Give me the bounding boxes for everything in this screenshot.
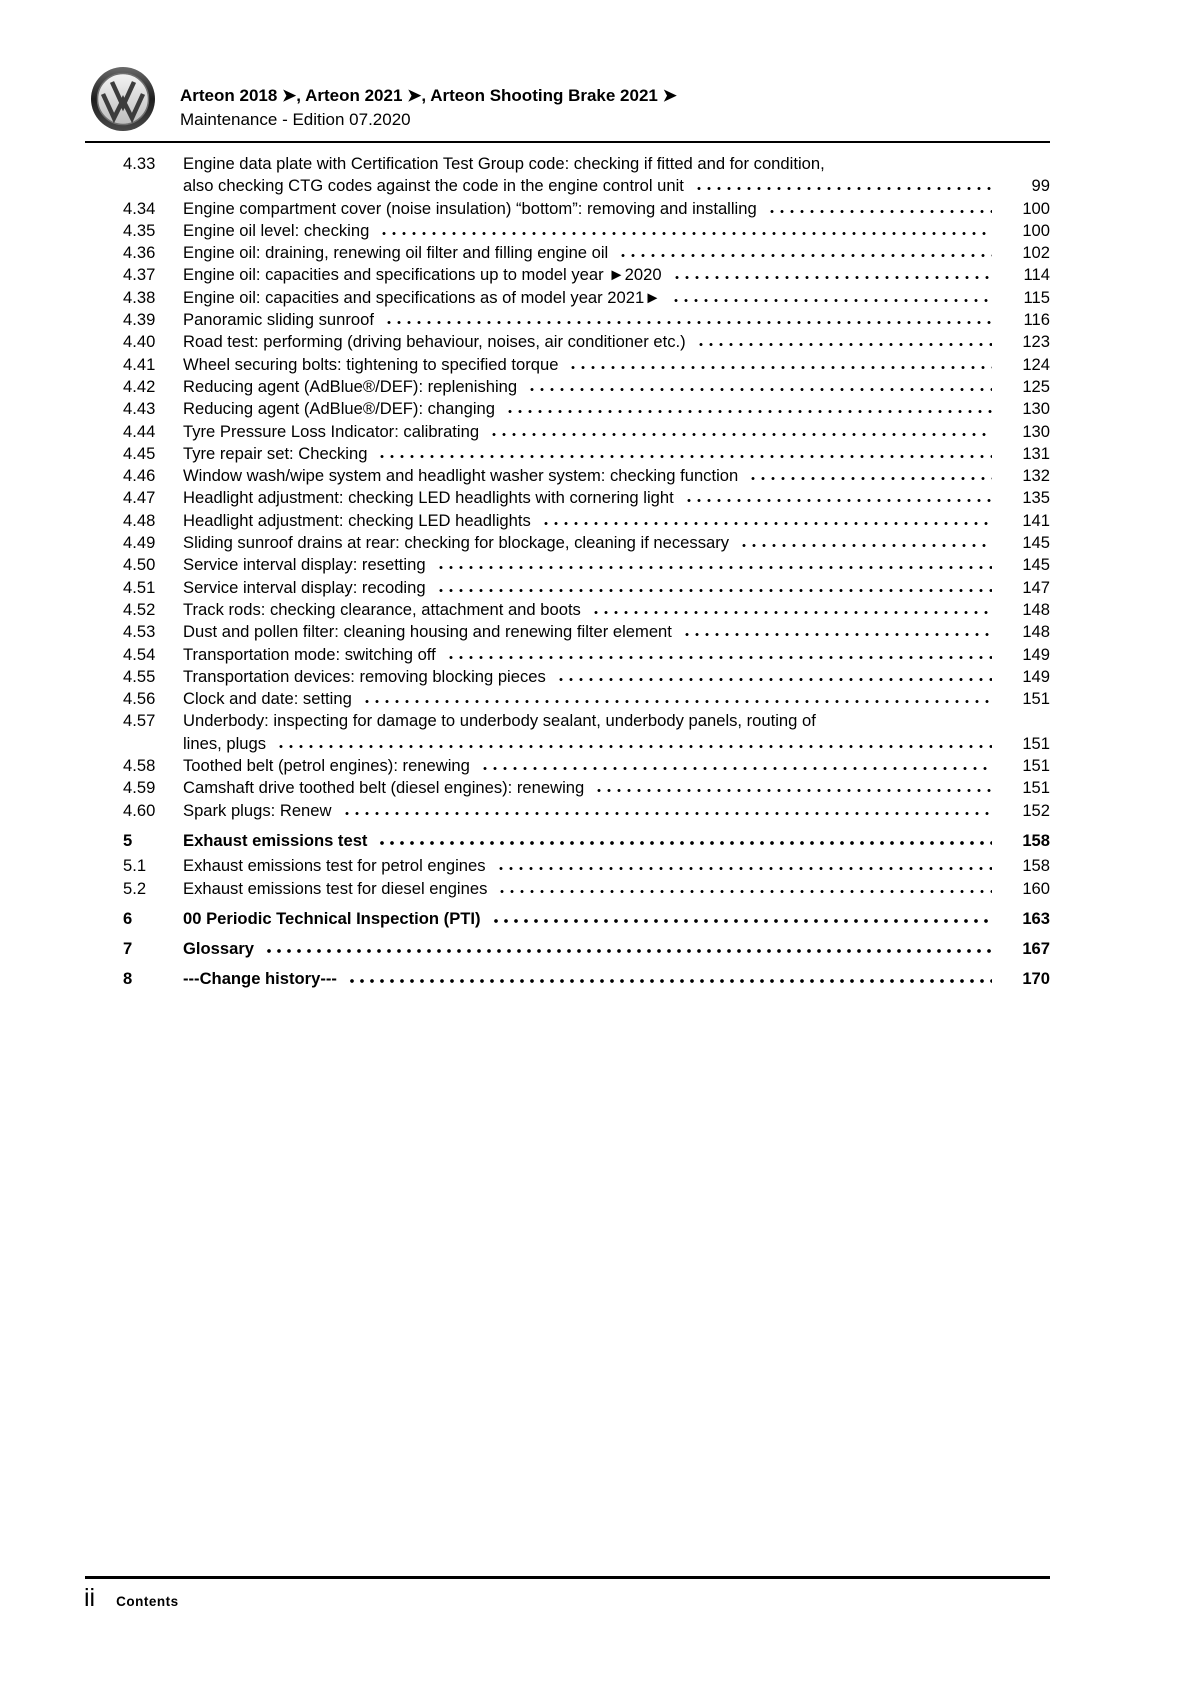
toc-row-title: Engine oil: capacities and specifications up to model year ►2020 [183, 265, 662, 285]
toc-row-title: Wheel securing bolts: tightening to specified torque [183, 354, 559, 374]
toc-row-page: 130 [1022, 399, 1050, 419]
toc-row [123, 777, 1050, 799]
toc-row-page: 149 [1022, 644, 1050, 664]
toc-row-number: 4.38 [123, 287, 156, 307]
toc-row-content [183, 855, 1050, 877]
dot-leader [480, 757, 992, 771]
toc-row-content [183, 621, 1050, 643]
dot-leader [739, 534, 992, 548]
toc-row-title: Road test: performing (driving behaviour, noises, air conditioner etc.) [183, 332, 686, 352]
toc-row-number: 4.52 [123, 599, 156, 619]
toc-row-page: 148 [1022, 622, 1050, 642]
toc-row-number: 7 [123, 939, 133, 959]
toc-row [123, 510, 1050, 532]
toc-row-title: Headlight adjustment: checking LED headlights with cornering light [183, 488, 674, 508]
toc-row-number: 4.33 [123, 154, 156, 173]
dot-leader [377, 832, 992, 846]
toc-row [123, 621, 1050, 643]
toc-row-page: 132 [1022, 466, 1050, 486]
toc-row-number: 8 [123, 969, 133, 989]
toc-row-number: 4.59 [123, 778, 156, 798]
toc-row [123, 309, 1050, 331]
toc-row [123, 198, 1050, 220]
dot-leader [591, 601, 992, 615]
dot-leader [541, 512, 992, 526]
toc-row-page: 151 [1022, 733, 1050, 753]
toc-row-page: 130 [1022, 421, 1050, 441]
toc-row-content [183, 666, 1050, 688]
toc-row-number: 4.42 [123, 376, 156, 396]
toc-row-number: 4.58 [123, 756, 156, 776]
toc-row-content [183, 878, 1050, 900]
toc-row-title: Exhaust emissions test [183, 830, 368, 850]
toc-row [123, 376, 1050, 398]
toc-row [123, 800, 1050, 822]
dot-leader [671, 289, 992, 303]
toc-row-title: Reducing agent (AdBlue®/DEF): replenishing [183, 376, 518, 396]
toc-row-number: 4.40 [123, 332, 156, 352]
toc-row-title: Panoramic sliding sunroof [183, 310, 374, 330]
header-subtitle: Maintenance - Edition 07.2020 [180, 110, 411, 129]
toc-row-page: 114 [1023, 265, 1050, 285]
toc-row-page: 123 [1022, 332, 1050, 352]
toc-row-content [183, 830, 1050, 852]
toc-row-content [183, 510, 1050, 532]
page-folio: ii [84, 1584, 96, 1612]
toc-row-number: 4.45 [123, 443, 156, 463]
dot-leader [347, 970, 992, 984]
toc-row-page: 124 [1022, 354, 1050, 374]
toc-row-title: lines, plugs [183, 733, 267, 753]
toc-row-content [183, 153, 1050, 198]
toc-row-content [183, 577, 1050, 599]
toc-row-content [183, 800, 1050, 822]
dot-leader [672, 266, 992, 280]
dot-leader [556, 668, 992, 682]
toc-row [123, 830, 1050, 852]
toc-row [123, 599, 1050, 621]
toc-row [123, 908, 1050, 930]
toc-row-number: 4.43 [123, 399, 156, 419]
dot-leader [379, 222, 992, 236]
toc-row-title: Sliding sunroof drains at rear: checking for blockage, cleaning if necessary [183, 533, 730, 553]
toc-row-title: Transportation mode: switching off [183, 644, 436, 664]
toc-row-page: 149 [1022, 666, 1050, 686]
toc-row [123, 287, 1050, 309]
toc-row-title: Reducing agent (AdBlue®/DEF): changing [183, 399, 496, 419]
toc-row [123, 331, 1050, 353]
toc-row-number: 4.49 [123, 533, 156, 553]
toc-row-content [183, 287, 1050, 309]
toc-row-content [183, 354, 1050, 376]
toc-row [123, 688, 1050, 710]
dot-leader [496, 857, 992, 871]
toc-row [123, 242, 1050, 264]
toc-row-title: Engine oil: draining, renewing oil filter and filling engine oil [183, 243, 609, 263]
toc-row-page: 100 [1022, 198, 1050, 218]
toc-row [123, 264, 1050, 286]
dot-leader [696, 333, 992, 347]
toc-row [123, 465, 1050, 487]
toc-row-content [183, 421, 1050, 443]
toc-row-content [183, 376, 1050, 398]
toc-row-title: Engine oil level: checking [183, 220, 370, 240]
toc-row-page: 151 [1022, 689, 1050, 709]
toc-row-page: 131 [1022, 443, 1050, 463]
toc-row-content [183, 710, 1050, 755]
toc-row-title: Exhaust emissions test for diesel engines [183, 878, 488, 898]
vw-logo-icon [90, 66, 156, 132]
toc-row [123, 398, 1050, 420]
toc-row-page: 160 [1022, 878, 1050, 898]
toc-row-page: 99 [1031, 176, 1050, 196]
dot-leader [264, 940, 992, 954]
toc-row-title: Transportation devices: removing blocking pieces [183, 666, 546, 686]
toc-row [123, 443, 1050, 465]
toc-row [123, 755, 1050, 777]
toc-row-number: 6 [123, 908, 133, 928]
toc-row-page: 151 [1022, 778, 1050, 798]
toc-row-content [183, 465, 1050, 487]
toc-row-number: 4.35 [123, 220, 156, 240]
toc-row [123, 153, 1050, 198]
toc-row-title: Window wash/wipe system and headlight washer system: checking function [183, 466, 739, 486]
toc-row [123, 554, 1050, 576]
page-header [90, 66, 677, 132]
toc-row-title: Engine compartment cover (noise insulation) “bottom”: removing and installing [183, 198, 757, 218]
toc-row [123, 354, 1050, 376]
toc-row-content [183, 532, 1050, 554]
dot-leader [694, 177, 992, 191]
toc-row-content [183, 938, 1050, 960]
toc-row-content [183, 688, 1050, 710]
toc-row-number: 4.39 [123, 310, 156, 330]
toc-row-content [183, 599, 1050, 621]
toc-row-content [183, 331, 1050, 353]
toc-row-title: Underbody: inspecting for damage to underbody sealant, underbody panels, routing of [183, 711, 816, 731]
dot-leader [342, 802, 992, 816]
toc-row-title: also checking CTG codes against the code in the engine control unit [183, 176, 684, 196]
toc-row [123, 644, 1050, 666]
toc-row-title: ---Change history--- [183, 969, 337, 989]
toc-row-page: 145 [1022, 555, 1050, 575]
toc-row-title: Tyre Pressure Loss Indicator: calibrating [183, 421, 480, 441]
toc-row [123, 938, 1050, 960]
toc-row-number: 4.48 [123, 510, 156, 530]
toc-row [123, 710, 1050, 755]
dot-leader [682, 623, 992, 637]
dot-leader [748, 467, 992, 481]
toc-row-title: Engine oil: capacities and specifications as of model year 2021► [183, 287, 661, 307]
toc-row-title: Exhaust emissions test for petrol engines [183, 856, 486, 876]
dot-leader [505, 400, 992, 414]
toc-row-content [183, 443, 1050, 465]
toc-row-page: 115 [1023, 287, 1050, 307]
header-model-line: Arteon 2018 ➤, Arteon 2021 ➤, Arteon Shooting Brake 2021 ➤ [180, 86, 677, 105]
toc-row-content [183, 198, 1050, 220]
toc-row [123, 421, 1050, 443]
toc-row-title: Track rods: checking clearance, attachment and boots [183, 599, 581, 619]
toc-row-content [183, 220, 1050, 242]
toc-row-page: 167 [1022, 939, 1050, 959]
toc-row-number: 4.56 [123, 689, 156, 709]
toc-row-page: 100 [1022, 220, 1050, 240]
page-footer [84, 1585, 179, 1611]
dot-leader [436, 556, 992, 570]
toc-row-content [183, 487, 1050, 509]
toc-row-number: 4.37 [123, 265, 156, 285]
toc-row-page: 148 [1022, 599, 1050, 619]
toc-row-page: 141 [1022, 510, 1050, 530]
footer-contents-label: Contents [116, 1594, 179, 1609]
dot-leader [594, 779, 992, 793]
toc-row-page: 116 [1023, 310, 1050, 330]
toc-row-number: 4.53 [123, 622, 156, 642]
dot-leader [491, 910, 992, 924]
toc-row-page: 102 [1022, 243, 1050, 263]
toc-row-content [183, 309, 1050, 331]
toc-row-number: 5 [123, 830, 133, 850]
toc-row-content [183, 644, 1050, 666]
toc-row-number: 4.47 [123, 488, 156, 508]
toc-row [123, 878, 1050, 900]
toc-row-page: 135 [1022, 488, 1050, 508]
toc-row-content [183, 554, 1050, 576]
toc-row [123, 487, 1050, 509]
dot-leader [384, 311, 992, 325]
dot-leader [362, 690, 992, 704]
toc-row-content [183, 777, 1050, 799]
toc-row-number: 5.2 [123, 878, 147, 898]
toc-row-number: 4.44 [123, 421, 156, 441]
toc-row-content [183, 242, 1050, 264]
toc-row-number: 4.50 [123, 555, 156, 575]
toc-row-title: 00 Periodic Technical Inspection (PTI) [183, 908, 481, 928]
dot-leader [684, 489, 992, 503]
toc-row-content [183, 398, 1050, 420]
toc-row-page: 170 [1022, 969, 1050, 989]
toc-row [123, 532, 1050, 554]
toc-row-content [183, 908, 1050, 930]
toc-row-title: Tyre repair set: Checking [183, 443, 368, 463]
toc-row [123, 577, 1050, 599]
dot-leader [618, 244, 992, 258]
toc-row-number: 5.1 [123, 856, 147, 876]
toc-row-title: Toothed belt (petrol engines): renewing [183, 756, 470, 776]
toc-row-number: 4.46 [123, 466, 156, 486]
toc-row-number: 4.36 [123, 243, 156, 263]
dot-leader [436, 579, 992, 593]
dot-leader [377, 445, 992, 459]
toc-row [123, 220, 1050, 242]
footer-divider [85, 1576, 1050, 1579]
toc-row-page: 152 [1022, 800, 1050, 820]
dot-leader [497, 880, 992, 894]
toc-row-content [183, 968, 1050, 990]
toc-row-number: 4.34 [123, 198, 156, 218]
toc-row-title: Glossary [183, 939, 255, 959]
toc-row-content [183, 755, 1050, 777]
toc-row-title: Spark plugs: Renew [183, 800, 332, 820]
toc-row-page: 147 [1022, 577, 1050, 597]
toc-list [123, 153, 1050, 994]
dot-leader [489, 423, 992, 437]
dot-leader [446, 646, 992, 660]
dot-leader [568, 356, 992, 370]
toc-row-page: 158 [1022, 830, 1050, 850]
toc-row-number: 4.57 [123, 711, 156, 731]
toc-row-title: Headlight adjustment: checking LED headlights [183, 510, 531, 530]
toc-row [123, 855, 1050, 877]
toc-row-number: 4.55 [123, 666, 156, 686]
toc-row [123, 968, 1050, 990]
toc-row-title: Camshaft drive toothed belt (diesel engines): renewing [183, 778, 585, 798]
toc-row-page: 151 [1022, 756, 1050, 776]
dot-leader [767, 200, 992, 214]
header-divider [85, 141, 1050, 143]
toc-row-page: 145 [1022, 533, 1050, 553]
dot-leader [276, 735, 992, 749]
toc-row-number: 4.51 [123, 577, 156, 597]
toc-row-title: Clock and date: setting [183, 689, 352, 709]
toc-row [123, 666, 1050, 688]
toc-row-title: Dust and pollen filter: cleaning housing and renewing filter element [183, 622, 672, 642]
toc-row-number: 4.41 [123, 354, 156, 374]
toc-row-title: Service interval display: resetting [183, 555, 426, 575]
toc-row-title: Engine data plate with Certification Test Group code: checking if fitted and for condition, [183, 154, 825, 173]
toc-row-number: 4.54 [123, 644, 156, 664]
toc-row-number: 4.60 [123, 800, 156, 820]
toc-row-title: Service interval display: recoding [183, 577, 426, 597]
toc-row-page: 163 [1022, 908, 1050, 928]
dot-leader [527, 378, 992, 392]
toc-row-page: 125 [1022, 376, 1050, 396]
toc-row-page: 158 [1022, 856, 1050, 876]
toc-row-content [183, 264, 1050, 286]
